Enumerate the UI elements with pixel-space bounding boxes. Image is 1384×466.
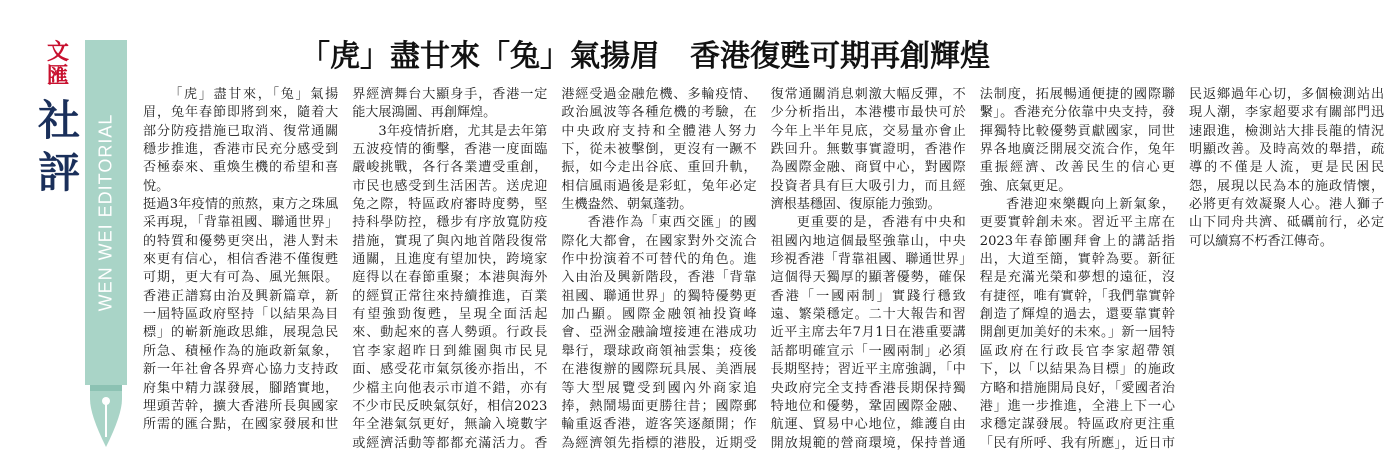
wenwei-brand-logo [38, 40, 78, 88]
article-paragraph: 3年疫情折磨，尤其是去年第五波疫情的衝擊，香港一度面臨嚴峻挑戰，各行各業遭受重創，市民也感受到生活困苦。送虎迎兔之際，特區政府審時度勢，堅持科學防控，穩步有序放寬防疫措施，實現了與內地首階段復常通關，且進度有望加快，跨境家庭得以在春節重聚；本港與海外的經貿正常往來持續推進，百業有望強勁復甦，呈現全面活起來、動起來的喜人勢頭。行政長官李家超昨日到維園與市民見面、感受花市氣氛後亦指出，不少檔主向他表示市道不錯，亦有不少市民反映氣氛好，相信2023年全港氣氛更好，無論入境數字或經濟活動等都都充滿活力。香港經受過金融危機、多輪疫情、政治風波等各種危機的考驗，在中央政府支持和全體港人努力下，從未被擊倒，更沒有一蹶不振，如今走出谷底、重回升軌，相信風雨過後是彩虹，兔年必定生機盎然、朝氣蓬勃。 [352, 87, 757, 451]
article-paragraph: 香港迎來樂觀向上新氣象，更要實幹創未來。習近平主席在2023年春節團拜會上的講話指出，大道至簡，實幹為要。新征程是充滿光榮和夢想的遠征，沒有捷徑，唯有實幹，「我們靠實幹創造了輝煌的過去，還要靠實幹開創更加美好的未來。」新一屆特區政府在行政長官李家超帶領下，以「以結果為目標」的施政方略和措施開局良好，「愛國者治港」進一步推進，全港上下一心求穩定謀發展。特區政府更注重「民有所呼、我有所應」，近日市民返鄉過年心切，多個檢測站出現人潮，李家超要求有關部門迅速跟進，檢測站大排長龍的情況明顯改善。及時高效的舉措，疏導的不僅是人流，更是民困民怨，展現以民為本的施政情懷，必將更有效凝聚人心。港人獅子山下同舟共濟、砥礪前行，必定可以續寫不朽香江傳奇。 [979, 87, 1384, 451]
article-paragraph: 挺過3年疫情的煎熬，東方之珠風采再現，「背靠祖國、聯通世界」的特質和優勢更突出，港人對未來更有信心，相信香港不僅復甦可期，更大有可為、風光無限。香港正譜寫由治及興新篇章，新一屆特區政府堅持「以結果為目標」的嶄新施政思維，展現急民所急、積極作為的施政新氣象，新一年社會各界齊心協力支持政府集中精力謀發展，腳踏實地，埋頭苦幹，擴大香港所長與國家所需的匯合點，在國家發展和世界經濟舞台大顯身手，香港一定能大展鴻圖、再創輝煌。 [143, 87, 548, 433]
title-char: 評 [37, 148, 80, 197]
vertical-label: WEN WEI EDITORIAL [95, 113, 116, 312]
vertical-label-wrap [85, 40, 127, 385]
brand-char: 文 [46, 39, 69, 65]
article-paragraph: 「虎」盡甘來，「兔」氣揚眉，兔年春節即將到來，隨着大部分防疫措施已取消、復常通關穩步推進，香港市民充分感受到否極泰來、重煥生機的希望和喜悅。 [143, 87, 339, 194]
article-body [143, 86, 1384, 466]
article-paragraph: 香港作為「東西交匯」的國際化大都會，在國家對外交流合作中扮演着不可替代的角色。進入由治及興新階段，香港「背靠祖國、聯通世界」的獨特優勢更加凸顯。國際金融領袖投資峰會、亞洲金融論壇接連在港成功舉行，環球政商領袖雲集；疫後在港復辦的國際玩具展、美酒展等大型展覽受到國內外商家追捧，熱鬧場面更勝往昔；國際郵輪重返香港，遊客笑逐顏開；作為經濟領先指標的港股，近期受復常通關消息刺激大幅反彈，不少分析指出，本港樓市最快可於今年上半年見底，交易量亦會止跌回升。無數事實證明，香港作為國際金融、商貿中心，對國際投資者具有巨大吸引力，而且經濟根基穩固、復原能力強勁。 [561, 87, 966, 451]
editorial-headline: 「虎」盡甘來「兔」氣揚眉 香港復甦可期再創輝煌 [300, 39, 990, 74]
article-paragraph: 更重要的是，香港有中央和祖國內地這個最堅強靠山，中央珍視香港「背靠祖國、聯通世界」這個得天獨厚的顯著優勢，確保香港「一國兩制」實踐行穩致遠、繁榮穩定。二十大報告和習近平主席去年7月1日在港重要講話都明確宣示「一國兩制」必須長期堅持；習近平主席強調，「中央政府完全支持香港長期保持獨特地位和優勢，鞏固國際金融、航運、貿易中心地位，維護自由開放規範的營商環境，保持普通法制度，拓展暢通便捷的國際聯繫」。香港充分依靠中央支持，發揮獨特比較優勢貢獻國家，同世界各地廣泛開展交流合作，兔年重振經濟、改善民生的信心更強、底氣更足。 [770, 87, 1175, 451]
title-char: 社 [37, 96, 80, 145]
editorial-section-title [36, 95, 82, 199]
editorial-masthead [0, 0, 130, 466]
fountain-pen-icon [86, 385, 126, 466]
brand-char: 匯 [46, 63, 69, 89]
